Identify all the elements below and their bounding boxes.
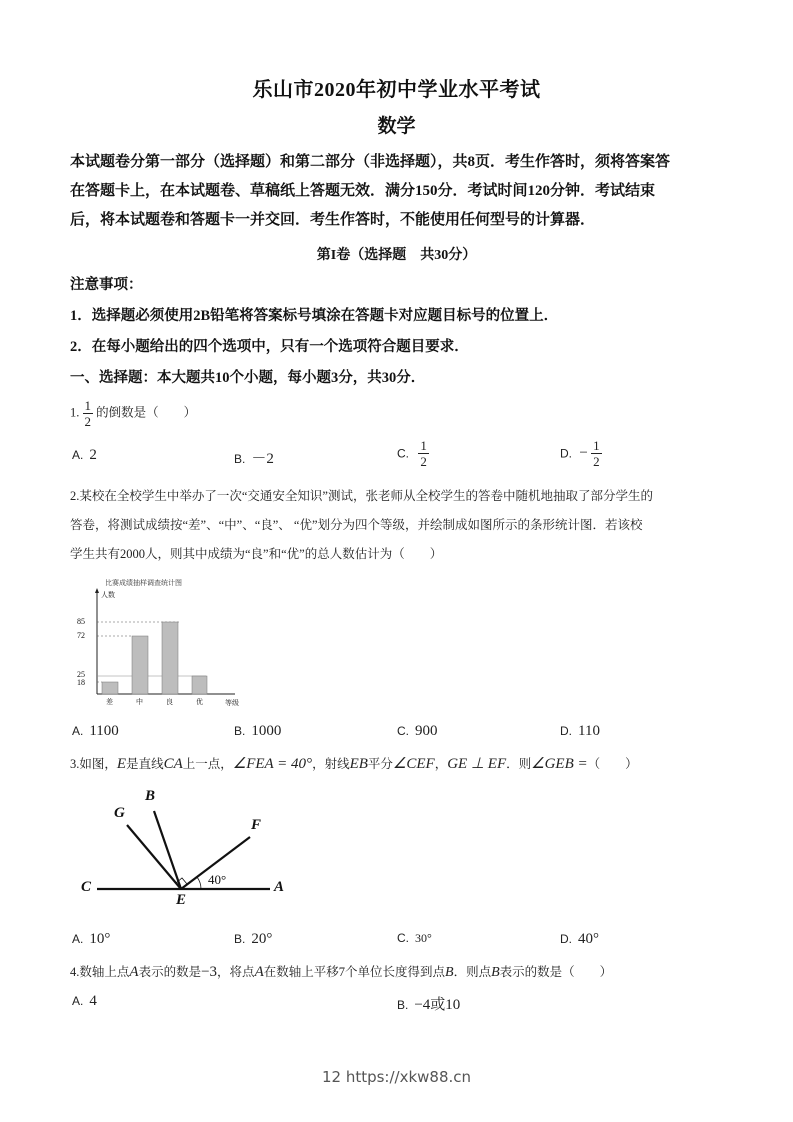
bar-chart xyxy=(75,578,255,718)
page-footer: 12 https://xkw88.cn xyxy=(321,1068,472,1086)
option-b: B. 1000 xyxy=(234,723,282,739)
notes-heading: 注意事项： xyxy=(70,277,143,293)
option-d: D. − $\frac{1}{2}$ xyxy=(560,438,600,469)
label-c: C xyxy=(81,879,92,895)
option-d: D. 110 xyxy=(560,723,600,739)
y-tick-72: 72 xyxy=(77,631,85,640)
label-g: G xyxy=(114,805,125,821)
note-item: 2．在每小题给出的四个选项中，只有一个选项符合题目要求． xyxy=(70,339,469,355)
question-line: 学生共有2000人，则其中成绩为“良”和“优”的总人数估计为（ ） xyxy=(70,547,443,561)
x-cat-label: 良 xyxy=(166,698,173,706)
question-1 xyxy=(70,398,196,429)
question-stem: 的倒数是（ ） xyxy=(96,405,197,420)
x-axis-label: 等级 xyxy=(225,699,239,707)
section-title: 第I卷（选择题 共30分） xyxy=(316,248,477,263)
option-c: C. 900 xyxy=(397,723,438,739)
stem-fraction: $\frac{1}{2}$ xyxy=(84,398,91,429)
part-heading: 一、选择题：本大题共10个小题，每小题3分，共30分． xyxy=(70,370,426,386)
option-a: A. 10° xyxy=(72,931,111,947)
option-c: C. 30° xyxy=(397,931,432,945)
instruction-line: 后，将本试题卷和答题卡一并交回．考生作答时，不能使用任何型号的计算器． xyxy=(70,212,596,228)
chart-title: 比赛成绩抽样调查统计图 xyxy=(105,579,182,587)
option-d: D. 40° xyxy=(560,931,599,947)
y-axis-label: 人数 xyxy=(101,591,115,599)
option-b: B. －2 xyxy=(234,451,274,467)
option-a: A. 2 xyxy=(72,447,97,463)
y-tick-18: 18 xyxy=(77,678,85,687)
question-4: 4.数轴上点A表示的数是−3，将点A在数轴上平移7个单位长度得到点B．则点B表示的数是（ ） xyxy=(70,964,613,980)
instruction-line: 在答题卡上，在本试题卷、草稿纸上答题无效．满分150分．考试时间120分钟．考试结束 xyxy=(70,183,656,199)
question-line: 2.某校在全校学生中举办了一次“交通安全知识”测试，张老师从全校学生的答卷中随机地抽取了部分学生的 xyxy=(70,489,653,503)
note-item: 1．选择题必须使用2B铅笔将答案标号填涂在答题卡对应题目标号的位置上． xyxy=(70,308,559,324)
option-a: A. 1100 xyxy=(72,723,119,739)
x-cat-label: 差 xyxy=(106,698,113,706)
question-3: 3.如图，E是直线CA上一点，∠FEA = 40°，射线EB平分∠CEF，GE ⊥ EF．则∠GEB =（ ） xyxy=(70,756,638,772)
exam-title: 乐山市2020年初中学业水平考试 xyxy=(252,79,541,101)
question-line: 答卷，将测试成绩按“差”、“中”、“良”、 “优”划分为四个等级，并绘制成如图所示的条形统计图．若该校 xyxy=(70,518,643,532)
label-a: A xyxy=(274,879,285,895)
option-c: C. $\frac{1}{2}$ xyxy=(397,438,427,469)
option-a: A. 4 xyxy=(72,993,97,1009)
notes-block xyxy=(70,270,558,394)
y-tick-85: 85 xyxy=(77,617,85,626)
question-2 xyxy=(70,482,730,569)
label-e: E xyxy=(176,892,187,908)
label-b: B xyxy=(145,788,156,804)
question-number: 1. xyxy=(70,405,80,420)
geometry-figure xyxy=(75,785,295,915)
angle-label: 40° xyxy=(208,872,227,887)
y-tick-25: 25 xyxy=(77,670,85,679)
x-cat-label: 中 xyxy=(136,698,143,706)
exam-instructions xyxy=(70,148,730,235)
label-f: F xyxy=(251,817,262,833)
subject-title: 数学 xyxy=(377,116,416,137)
instruction-line: 本试题卷分第一部分（选择题）和第二部分（非选择题），共8页．考生作答时，须将答案答 xyxy=(70,154,671,170)
option-b: B. 20° xyxy=(234,931,273,947)
x-cat-label: 优 xyxy=(196,698,203,706)
option-b: B. −4或10 xyxy=(397,997,461,1013)
